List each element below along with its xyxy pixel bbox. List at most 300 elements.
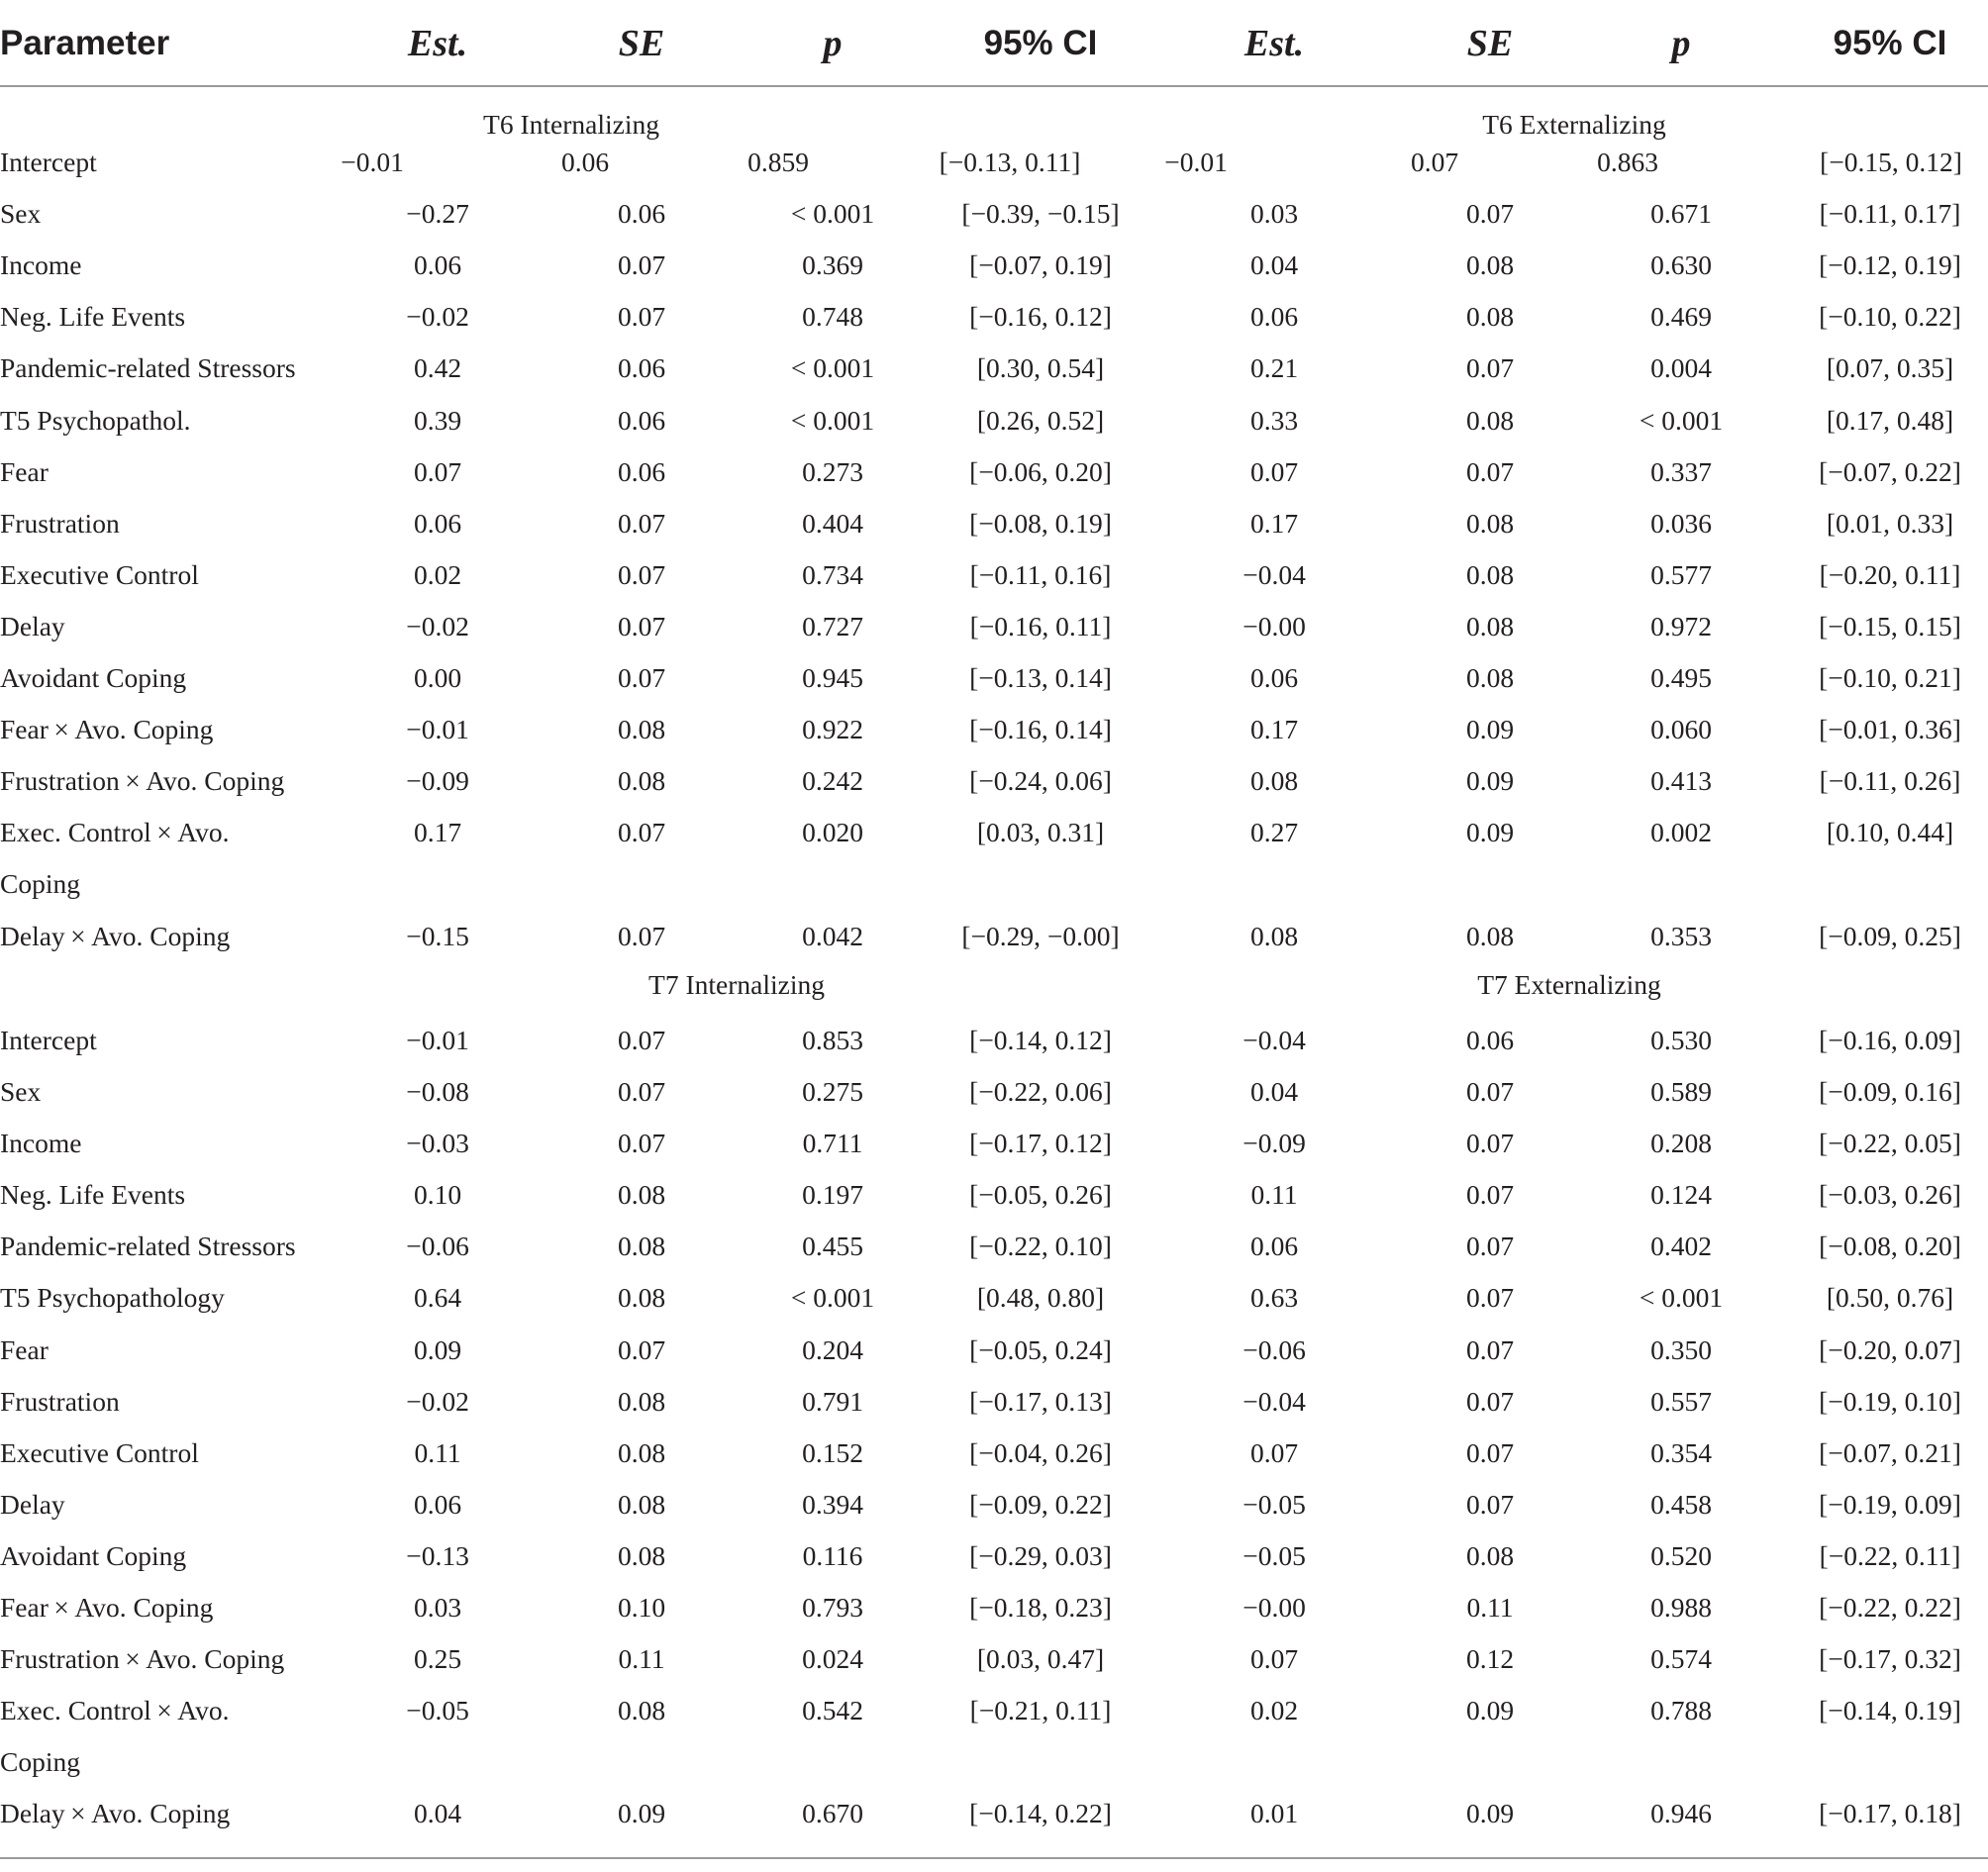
cell-left-est: 0.10 xyxy=(413,1179,462,1210)
cell-right-est: 0.11 xyxy=(1250,1179,1298,1210)
cell-left-ci: [−0.14, 0.12] xyxy=(969,1025,1112,1055)
table-row xyxy=(0,549,1988,601)
table-row xyxy=(0,188,1988,240)
cell-right-se: 0.07 xyxy=(1465,1128,1515,1158)
table-row xyxy=(0,343,1988,394)
cell-right-se: 0.09 xyxy=(1465,817,1515,847)
cell-left-est: −0.03 xyxy=(406,1128,469,1158)
cell-left-p: 0.945 xyxy=(802,662,863,693)
cell-right-est: 0.33 xyxy=(1249,405,1299,436)
cell-right-ci: [−0.14, 0.19] xyxy=(1819,1695,1961,1725)
cell-right-est: 0.02 xyxy=(1249,1695,1299,1725)
cell-right-est: 0.17 xyxy=(1249,714,1299,744)
cell-left-p: 0.727 xyxy=(802,611,863,641)
row-label: Avoidant Coping xyxy=(0,1540,187,1571)
cell-left-se: 0.07 xyxy=(617,817,666,847)
cell-right-est: 0.07 xyxy=(1249,1437,1299,1468)
cell-left-p: 0.922 xyxy=(802,714,863,744)
cell-right-est: 0.08 xyxy=(1249,765,1299,796)
row-label: Income xyxy=(0,1128,82,1158)
cell-right-est: 0.17 xyxy=(1249,508,1299,539)
cell-left-ci: [−0.13, 0.14] xyxy=(969,662,1112,693)
row-label: Delay xyxy=(0,1489,65,1520)
cell-right-est: 0.06 xyxy=(1249,662,1299,693)
cell-left-se: 0.07 xyxy=(617,662,666,693)
cell-left-se: 0.08 xyxy=(617,714,666,744)
row-label: Fear xyxy=(0,456,49,487)
cell-right-se: 0.09 xyxy=(1465,1695,1515,1725)
cell-left-p: 0.275 xyxy=(802,1076,863,1107)
header-ci-left: 95% CI xyxy=(983,24,1098,62)
row-label: Exec. Control × Avo. xyxy=(0,1695,230,1725)
row-label: Frustration × Avo. Coping xyxy=(0,765,285,796)
table-row xyxy=(0,807,1988,858)
table-row xyxy=(0,291,1988,343)
cell-right-p: < 0.001 xyxy=(1639,1282,1724,1313)
cell-right-est: 0.21 xyxy=(1249,352,1299,383)
cell-left-se: 0.07 xyxy=(617,301,666,332)
cell-right-se: 0.07 xyxy=(1465,1282,1515,1313)
cell-left-se: 0.08 xyxy=(617,1179,666,1210)
cell-right-p: 0.946 xyxy=(1650,1798,1712,1828)
cell-left-p: < 0.001 xyxy=(790,405,875,436)
table-row xyxy=(0,652,1988,704)
table-row xyxy=(0,1530,1988,1582)
cell-left-est: 0.04 xyxy=(413,1798,462,1828)
cell-left-se: 0.06 xyxy=(617,405,666,436)
row-label-continuation: Coping xyxy=(0,868,80,899)
cell-right-p: 0.458 xyxy=(1650,1489,1712,1520)
cell-left-ci: [0.03, 0.31] xyxy=(976,817,1105,847)
table-header xyxy=(0,0,1988,85)
cell-left-se: 0.07 xyxy=(617,611,666,641)
cell-right-est: 0.07 xyxy=(1249,1643,1299,1674)
bottom-rule xyxy=(0,1857,1988,1859)
row-label: Frustration × Avo. Coping xyxy=(0,1643,285,1674)
cell-right-ci: [−0.22, 0.22] xyxy=(1819,1592,1961,1623)
cell-left-ci: [−0.18, 0.23] xyxy=(969,1592,1112,1623)
cell-right-est: 0.01 xyxy=(1249,1798,1299,1828)
row-label: Income xyxy=(0,249,82,280)
cell-right-p: 0.004 xyxy=(1650,352,1712,383)
cell-left-se: 0.07 xyxy=(617,508,666,539)
cell-left-se: 0.07 xyxy=(617,1334,666,1365)
row-label: Neg. Life Events xyxy=(0,301,186,332)
cell-right-p: 0.671 xyxy=(1650,198,1712,229)
cell-right-ci: [−0.07, 0.21] xyxy=(1819,1437,1961,1468)
table-row xyxy=(0,1221,1988,1272)
table-row xyxy=(0,1272,1988,1324)
cell-right-p: 0.495 xyxy=(1650,662,1712,693)
cell-right-ci: [−0.19, 0.09] xyxy=(1819,1489,1961,1520)
cell-left-ci: [0.48, 0.80] xyxy=(976,1282,1105,1313)
header-ci-right: 95% CI xyxy=(1833,24,1947,62)
row-label-continuation: Coping xyxy=(0,1746,80,1777)
cell-right-ci: [−0.03, 0.26] xyxy=(1819,1179,1961,1210)
cell-right-p: 0.788 xyxy=(1650,1695,1712,1725)
cell-left-est: 0.06 xyxy=(413,508,462,539)
cell-right-est: −0.05 xyxy=(1242,1489,1306,1520)
cell-left-se: 0.07 xyxy=(617,249,666,280)
cell-left-ci: [−0.05, 0.24] xyxy=(969,1334,1112,1365)
table-row xyxy=(0,1788,1988,1839)
cell-left-ci: [0.30, 0.54] xyxy=(976,352,1105,383)
cell-right-p: 0.988 xyxy=(1650,1592,1712,1623)
cell-right-ci: [−0.17, 0.18] xyxy=(1819,1798,1961,1828)
cell-right-se: 0.07 xyxy=(1465,352,1515,383)
cell-left-p: < 0.001 xyxy=(790,198,875,229)
table-row xyxy=(0,137,1988,188)
cell-right-se: 0.07 xyxy=(1465,1386,1515,1417)
cell-right-ci: [−0.11, 0.17] xyxy=(1819,198,1961,229)
cell-right-ci: [−0.17, 0.32] xyxy=(1819,1643,1961,1674)
row-label: Executive Control xyxy=(0,559,199,590)
table-row xyxy=(0,395,1988,446)
cell-right-est: 0.08 xyxy=(1249,921,1299,951)
header-est-left: Est. xyxy=(407,23,468,64)
section-title-left: T6 Internalizing xyxy=(483,109,659,140)
cell-left-ci: [−0.04, 0.26] xyxy=(969,1437,1112,1468)
header-se-right: SE xyxy=(1466,23,1514,64)
cell-left-ci: [−0.14, 0.22] xyxy=(969,1798,1112,1828)
cell-right-se: 0.07 xyxy=(1465,1334,1515,1365)
header-p-left: p xyxy=(823,23,843,64)
header-est-right: Est. xyxy=(1243,23,1305,64)
cell-right-p: 0.863 xyxy=(1597,147,1658,177)
cell-right-p: 0.208 xyxy=(1650,1128,1712,1158)
table-row-continuation xyxy=(0,858,1988,910)
cell-left-p: 0.024 xyxy=(802,1643,863,1674)
cell-right-p: 0.589 xyxy=(1650,1076,1712,1107)
cell-right-ci: [−0.09, 0.16] xyxy=(1819,1076,1961,1107)
cell-left-se: 0.06 xyxy=(617,352,666,383)
cell-left-p: 0.670 xyxy=(802,1798,863,1828)
row-label: Fear × Avo. Coping xyxy=(0,1592,214,1623)
table-row xyxy=(0,1118,1988,1169)
table-row xyxy=(0,498,1988,549)
cell-left-p: 0.791 xyxy=(802,1386,863,1417)
cell-left-se: 0.06 xyxy=(617,456,666,487)
cell-right-ci: [0.10, 0.44] xyxy=(1826,817,1954,847)
cell-left-est: 0.09 xyxy=(413,1334,462,1365)
cell-left-est: 0.42 xyxy=(413,352,462,383)
cell-left-ci: [−0.08, 0.19] xyxy=(969,508,1112,539)
cell-right-p: 0.060 xyxy=(1650,714,1712,744)
header-p-right: p xyxy=(1671,23,1691,64)
cell-left-p: 0.793 xyxy=(802,1592,863,1623)
table-row xyxy=(0,1685,1988,1736)
cell-right-se: 0.07 xyxy=(1410,147,1459,177)
cell-left-est: −0.27 xyxy=(406,198,469,229)
row-label: Intercept xyxy=(0,1025,97,1055)
cell-left-p: 0.711 xyxy=(802,1128,863,1158)
cell-right-se: 0.08 xyxy=(1465,508,1515,539)
cell-right-se: 0.06 xyxy=(1465,1025,1515,1055)
cell-right-se: 0.08 xyxy=(1465,301,1515,332)
cell-right-p: 0.002 xyxy=(1650,817,1712,847)
cell-left-ci: [−0.13, 0.11] xyxy=(939,147,1081,177)
cell-left-ci: [−0.39, −0.15] xyxy=(961,198,1120,229)
cell-right-se: 0.07 xyxy=(1465,1179,1515,1210)
cell-left-est: −0.02 xyxy=(406,1386,469,1417)
row-label: Pandemic-related Stressors xyxy=(0,1231,296,1261)
cell-right-p: 0.354 xyxy=(1650,1437,1712,1468)
cell-right-se: 0.08 xyxy=(1465,662,1515,693)
cell-left-p: 0.152 xyxy=(802,1437,863,1468)
cell-right-se: 0.07 xyxy=(1465,456,1515,487)
cell-right-ci: [−0.16, 0.09] xyxy=(1819,1025,1961,1055)
cell-right-se: 0.07 xyxy=(1465,1076,1515,1107)
cell-right-ci: [−0.11, 0.26] xyxy=(1819,765,1961,796)
cell-right-est: 0.03 xyxy=(1249,198,1299,229)
cell-right-se: 0.07 xyxy=(1465,1231,1515,1261)
cell-right-p: 0.353 xyxy=(1650,921,1712,951)
cell-right-se: 0.09 xyxy=(1465,1798,1515,1828)
cell-right-se: 0.08 xyxy=(1465,405,1515,436)
cell-left-se: 0.08 xyxy=(617,1695,666,1725)
row-label: Exec. Control × Avo. xyxy=(0,817,230,847)
cell-left-se: 0.07 xyxy=(617,921,666,951)
section-title-right: T6 Externalizing xyxy=(1482,109,1666,140)
cell-right-est: 0.04 xyxy=(1249,1076,1299,1107)
cell-right-se: 0.08 xyxy=(1465,1540,1515,1571)
cell-right-p: 0.530 xyxy=(1650,1025,1712,1055)
cell-right-p: 0.124 xyxy=(1650,1179,1712,1210)
cell-right-ci: [−0.12, 0.19] xyxy=(1819,249,1961,280)
cell-left-p: < 0.001 xyxy=(790,1282,875,1313)
cell-left-est: −0.13 xyxy=(406,1540,469,1571)
cell-right-est: −0.01 xyxy=(1164,147,1228,177)
cell-left-est: −0.08 xyxy=(406,1076,469,1107)
cell-left-p: 0.197 xyxy=(802,1179,863,1210)
cell-right-se: 0.11 xyxy=(1466,1592,1514,1623)
cell-left-ci: [−0.09, 0.22] xyxy=(969,1489,1112,1520)
cell-right-ci: [0.17, 0.48] xyxy=(1826,405,1954,436)
cell-right-p: 0.350 xyxy=(1650,1334,1712,1365)
cell-right-p: 0.469 xyxy=(1650,301,1712,332)
cell-left-est: −0.01 xyxy=(406,1025,469,1055)
cell-right-ci: [−0.20, 0.11] xyxy=(1819,559,1961,590)
cell-right-p: 0.402 xyxy=(1650,1231,1712,1261)
cell-left-se: 0.08 xyxy=(617,1231,666,1261)
cell-right-est: −0.04 xyxy=(1242,559,1306,590)
cell-left-ci: [−0.16, 0.12] xyxy=(969,301,1112,332)
cell-left-ci: [−0.11, 0.16] xyxy=(969,559,1112,590)
cell-left-p: 0.748 xyxy=(802,301,863,332)
row-label: Fear × Avo. Coping xyxy=(0,714,214,744)
cell-right-se: 0.09 xyxy=(1465,765,1515,796)
cell-left-est: 0.17 xyxy=(413,817,462,847)
cell-left-p: 0.455 xyxy=(802,1231,863,1261)
cell-right-p: 0.337 xyxy=(1650,456,1712,487)
cell-left-se: 0.07 xyxy=(617,1025,666,1055)
cell-right-est: −0.04 xyxy=(1242,1025,1306,1055)
cell-left-est: 0.06 xyxy=(413,1489,462,1520)
cell-left-est: 0.11 xyxy=(414,1437,461,1468)
table-row xyxy=(0,1066,1988,1118)
row-label: Delay × Avo. Coping xyxy=(0,921,231,951)
cell-right-ci: [0.50, 0.76] xyxy=(1826,1282,1954,1313)
row-label: Avoidant Coping xyxy=(0,662,187,693)
cell-left-ci: [0.03, 0.47] xyxy=(976,1643,1105,1674)
cell-right-est: 0.63 xyxy=(1249,1282,1299,1313)
cell-right-p: 0.520 xyxy=(1650,1540,1712,1571)
cell-right-est: −0.09 xyxy=(1242,1128,1306,1158)
cell-right-ci: [−0.22, 0.11] xyxy=(1819,1540,1961,1571)
cell-left-p: 0.404 xyxy=(802,508,863,539)
cell-left-est: 0.06 xyxy=(413,249,462,280)
section-title-left: T7 Internalizing xyxy=(648,969,825,1000)
cell-left-p: 0.042 xyxy=(802,921,863,951)
cell-right-est: 0.06 xyxy=(1249,1231,1299,1261)
cell-left-est: −0.01 xyxy=(406,714,469,744)
cell-left-ci: [−0.21, 0.11] xyxy=(969,1695,1112,1725)
cell-left-p: 0.204 xyxy=(802,1334,863,1365)
cell-right-se: 0.07 xyxy=(1465,198,1515,229)
cell-left-se: 0.10 xyxy=(617,1592,666,1623)
row-label: Sex xyxy=(0,1076,42,1107)
cell-right-est: −0.06 xyxy=(1242,1334,1306,1365)
cell-left-se: 0.08 xyxy=(617,1437,666,1468)
cell-right-est: 0.27 xyxy=(1249,817,1299,847)
table-row xyxy=(0,704,1988,755)
cell-right-se: 0.08 xyxy=(1465,611,1515,641)
row-label: Frustration xyxy=(0,1386,120,1417)
table-row xyxy=(0,446,1988,498)
row-label: Fear xyxy=(0,1334,49,1365)
cell-right-ci: [−0.20, 0.07] xyxy=(1819,1334,1961,1365)
cell-right-ci: [−0.10, 0.22] xyxy=(1819,301,1961,332)
cell-left-est: 0.25 xyxy=(413,1643,462,1674)
cell-left-se: 0.07 xyxy=(617,1076,666,1107)
cell-right-est: −0.04 xyxy=(1242,1386,1306,1417)
cell-left-p: 0.394 xyxy=(802,1489,863,1520)
cell-left-p: 0.242 xyxy=(802,765,863,796)
table-row xyxy=(0,1582,1988,1633)
row-label: Delay × Avo. Coping xyxy=(0,1798,231,1828)
cell-left-est: 0.64 xyxy=(413,1282,462,1313)
cell-right-p: 0.574 xyxy=(1650,1643,1712,1674)
table-row xyxy=(0,1633,1988,1685)
cell-right-se: 0.08 xyxy=(1465,249,1515,280)
cell-left-ci: [−0.29, 0.03] xyxy=(969,1540,1112,1571)
cell-left-ci: [−0.05, 0.26] xyxy=(969,1179,1112,1210)
cell-right-ci: [−0.10, 0.21] xyxy=(1819,662,1961,693)
cell-left-ci: [−0.29, −0.00] xyxy=(961,921,1120,951)
cell-right-se: 0.12 xyxy=(1465,1643,1515,1674)
table-row xyxy=(0,1376,1988,1428)
cell-left-se: 0.06 xyxy=(617,198,666,229)
cell-left-se: 0.08 xyxy=(617,1386,666,1417)
header-rule xyxy=(0,85,1988,87)
cell-right-ci: [0.07, 0.35] xyxy=(1826,352,1954,383)
cell-right-p: 0.577 xyxy=(1650,559,1712,590)
cell-right-ci: [−0.09, 0.25] xyxy=(1819,921,1961,951)
cell-right-ci: [−0.15, 0.12] xyxy=(1820,147,1962,177)
cell-left-p: 0.853 xyxy=(802,1025,863,1055)
cell-left-p: 0.116 xyxy=(802,1540,863,1571)
cell-right-est: −0.00 xyxy=(1242,1592,1306,1623)
cell-right-se: 0.07 xyxy=(1465,1489,1515,1520)
cell-right-se: 0.08 xyxy=(1465,921,1515,951)
cell-left-est: −0.01 xyxy=(341,147,404,177)
row-label: T5 Psychopathol. xyxy=(0,405,191,436)
cell-left-ci: [−0.22, 0.10] xyxy=(969,1231,1112,1261)
header-parameter: Parameter xyxy=(0,24,170,62)
cell-left-se: 0.08 xyxy=(617,765,666,796)
row-label: T5 Psychopathology xyxy=(0,1282,225,1313)
cell-right-ci: [−0.07, 0.22] xyxy=(1819,456,1961,487)
cell-right-ci: [−0.22, 0.05] xyxy=(1819,1128,1961,1158)
cell-left-se: 0.08 xyxy=(617,1540,666,1571)
cell-left-se: 0.08 xyxy=(617,1282,666,1313)
cell-left-se: 0.08 xyxy=(617,1489,666,1520)
cell-left-est: −0.02 xyxy=(406,611,469,641)
cell-left-est: 0.39 xyxy=(413,405,462,436)
table-row xyxy=(0,240,1988,291)
cell-left-p: 0.542 xyxy=(802,1695,863,1725)
row-label: Neg. Life Events xyxy=(0,1179,186,1210)
row-label: Frustration xyxy=(0,508,120,539)
cell-left-est: 0.02 xyxy=(413,559,462,590)
cell-left-p: 0.734 xyxy=(802,559,863,590)
cell-left-ci: [−0.16, 0.14] xyxy=(969,714,1112,744)
cell-right-est: 0.07 xyxy=(1249,456,1299,487)
cell-left-ci: [−0.06, 0.20] xyxy=(969,456,1112,487)
cell-right-est: −0.00 xyxy=(1242,611,1306,641)
cell-left-se: 0.09 xyxy=(617,1798,666,1828)
cell-right-est: −0.05 xyxy=(1242,1540,1306,1571)
cell-left-est: −0.15 xyxy=(406,921,469,951)
cell-right-p: 0.972 xyxy=(1650,611,1712,641)
row-label: Sex xyxy=(0,198,42,229)
cell-left-se: 0.07 xyxy=(617,1128,666,1158)
row-label: Delay xyxy=(0,611,65,641)
section-title-right: T7 Externalizing xyxy=(1477,969,1661,1000)
cell-left-est: 0.07 xyxy=(413,456,462,487)
cell-right-p: 0.630 xyxy=(1650,249,1712,280)
table-row xyxy=(0,911,1988,962)
cell-right-p: 0.557 xyxy=(1650,1386,1712,1417)
cell-right-ci: [−0.15, 0.15] xyxy=(1819,611,1961,641)
cell-right-ci: [−0.08, 0.20] xyxy=(1819,1231,1961,1261)
cell-left-est: −0.02 xyxy=(406,301,469,332)
cell-right-se: 0.07 xyxy=(1465,1437,1515,1468)
cell-left-p: 0.273 xyxy=(802,456,863,487)
cell-left-se: 0.06 xyxy=(560,147,610,177)
cell-right-est: 0.06 xyxy=(1249,301,1299,332)
cell-left-est: −0.05 xyxy=(406,1695,469,1725)
table-row xyxy=(0,1015,1988,1066)
cell-left-est: −0.09 xyxy=(406,765,469,796)
cell-left-ci: [−0.17, 0.12] xyxy=(969,1128,1112,1158)
cell-right-est: 0.04 xyxy=(1249,249,1299,280)
cell-right-se: 0.08 xyxy=(1465,559,1515,590)
cell-right-p: < 0.001 xyxy=(1639,405,1724,436)
cell-left-est: 0.03 xyxy=(413,1592,462,1623)
row-label: Pandemic-related Stressors xyxy=(0,352,296,383)
table-row xyxy=(0,1479,1988,1530)
cell-right-ci: [−0.19, 0.10] xyxy=(1819,1386,1961,1417)
cell-left-se: 0.11 xyxy=(618,1643,665,1674)
cell-right-p: 0.036 xyxy=(1650,508,1712,539)
row-label: Executive Control xyxy=(0,1437,199,1468)
cell-left-ci: [−0.22, 0.06] xyxy=(969,1076,1112,1107)
cell-right-ci: [−0.01, 0.36] xyxy=(1819,714,1961,744)
cell-left-ci: [0.26, 0.52] xyxy=(976,405,1105,436)
cell-right-ci: [0.01, 0.33] xyxy=(1826,508,1954,539)
cell-left-se: 0.07 xyxy=(617,559,666,590)
